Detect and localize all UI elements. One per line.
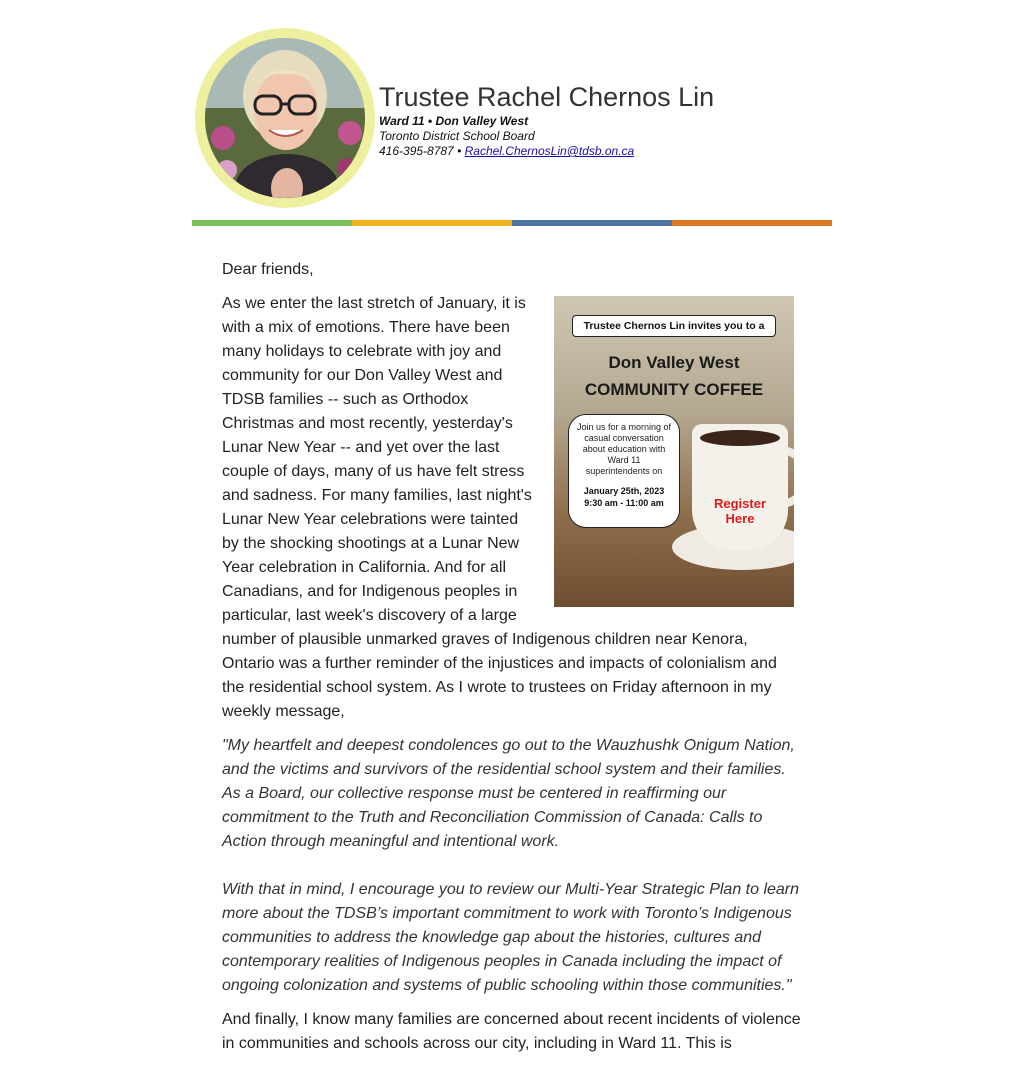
quote-paragraph-2: With that in mind, I encourage you to review our Multi-Year Strategic Plan to learn more about the TDSB’s important commitment to work with Toronto’s Indigenous communities to address the knowledge gap about the histories, cultures and contemporary realities of Indigenous peoples in Canada including the impact of ongoing colonization and systems of public schooling within those communities." [222,881,800,994]
flyer-title-line1: Don Valley West [608,353,740,372]
contact-line [379,144,829,159]
phone-number: 416-395-8787 • [379,144,465,158]
flyer-date: January 25th, 2023 [583,486,665,496]
flyer-date-time [569,485,679,509]
coffee-surface [700,430,780,446]
letter-body [222,258,802,1066]
flyer-text-3: about education with [582,444,666,454]
flyer-time: 9:30 am - 11:00 am [584,498,664,508]
flyer-details-box [568,414,680,528]
divider-segment-orange [672,220,832,226]
flyer-text-4: Ward 11 [607,455,641,465]
register-line2: Here [725,511,755,526]
greeting: Dear friends, [222,261,314,278]
flyer-invite-banner: Trustee Chernos Lin invites you to a [572,315,776,337]
color-divider [192,220,832,226]
divider-segment-yellow [352,220,512,226]
community-coffee-flyer[interactable] [554,296,794,607]
flyer-text-2: casual conversation [584,433,664,443]
register-line1: Register [713,496,767,511]
divider-segment-blue [512,220,672,226]
divider-segment-green [192,220,352,226]
header-text [379,80,829,159]
avatar-ring [195,28,375,208]
email-link[interactable]: Rachel.ChernosLin@tdsb.on.ca [464,144,635,158]
ward-line: Ward 11 • Don Valley West [379,114,529,128]
paragraph-1: As we enter the last stretch of January, it is with a mix of emotions. There have been many holidays to celebrate with joy and community for our Don Valley West and TDSB families -- such as Orthodox Christmas and most recently, yesterday's Lunar New Year -- and yet over the last couple of days, many of us have felt stress and sadness. For many families, last night's Lunar New Year celebrations were tainted by the shocking shootings at a Lunar New Year celebration in California. And for all Canadians, and for Indigenous peoples in particular, last week's discovery of a large number of plausible unmarked graves of Indigenous children near Kenora, Ontario was a further reminder of the injustices and impacts of colonialism and the residential school system. As I wrote to trustees on Friday afternoon in my weekly message, [222,295,777,720]
board-line: Toronto District School Board [379,129,535,143]
quote-paragraph-1: "My heartfelt and deepest condolences go out to the Wauzhushk Onigum Nation, and the victims and survivors of the residential school system and their families. As a Board, our collective response must be centered in reaffirming our commitment to the Truth and Reconciliation Commission of Canada: Calls to Action through meaningful and intentional work. [222,737,795,850]
spacer [222,864,802,878]
avatar [205,38,365,198]
paragraph-last: And finally, I know many families are concerned about recent incidents of violence in communities and schools across our city, including in Ward 11. This is [222,1011,801,1052]
flyer-title-line2: COMMUNITY COFFEE [584,380,764,399]
coffee-cup-illustration [692,424,788,550]
flyer-text-1: Join us for a morning of [576,422,672,432]
flyer-text-5: superintendents on [585,466,663,476]
trustee-photo [205,38,365,198]
flyer-details-text [569,422,679,477]
register-here-link[interactable] [704,496,776,526]
trustee-name: Trustee Rachel Chernos Lin [379,82,715,112]
